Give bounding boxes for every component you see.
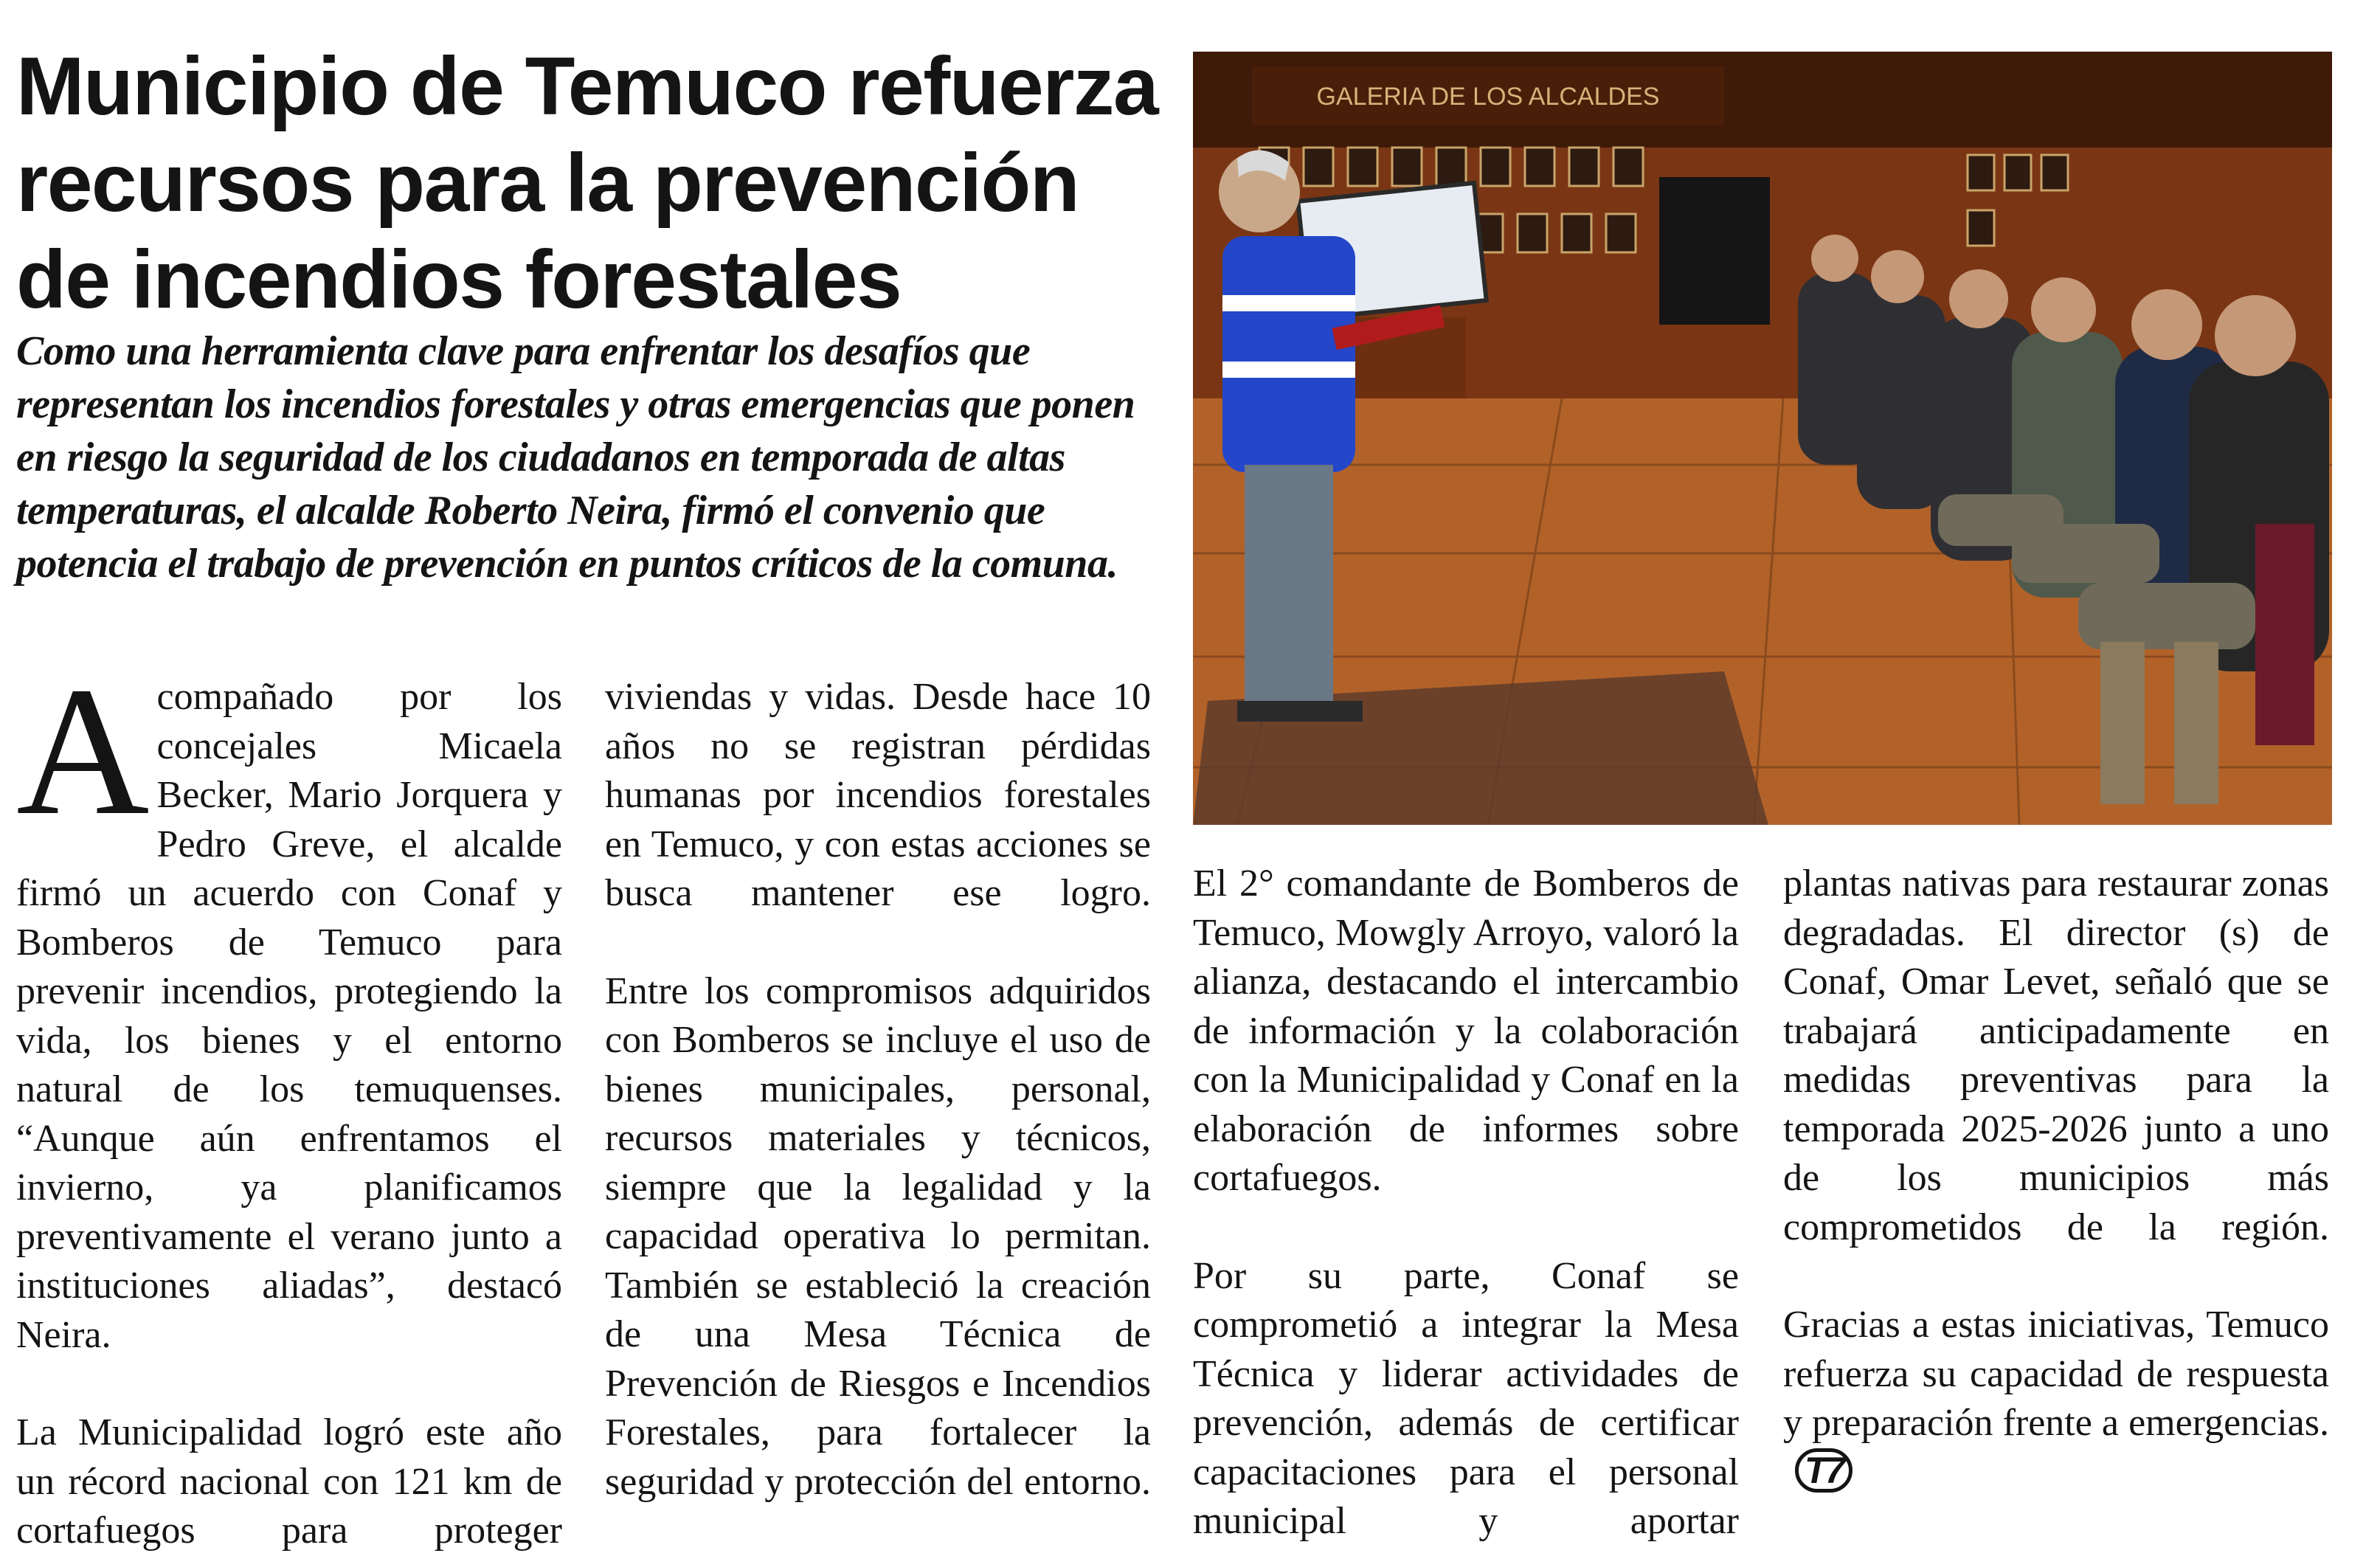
- column-2-paragraph-2: Entre los compromisos adquiridos con Bomberos se incluye el uso de bienes municipales, personal, recursos materiales y técnicos, siempre que la legalidad y la capacidad operativa lo permitan. También se estableció la creación de una Mesa Técnica de Prevención de Riesgos e Incendios Forestales, para fortalecer la seguridad y protección del entorno.: [605, 969, 1151, 1503]
- article-lead: Como una herramienta clave para enfrentar los desafíos que representan los incendios forestales y otras emergencias que ponen en riesgo la seguridad de los ciudadanos en temporada de altas temperaturas, el alcalde Roberto Neira, firmó el convenio que potencia el trabajo de prevención en puntos críticos de la comuna.: [16, 328, 1135, 587]
- column-2-paragraph-1: viviendas y vidas. Desde hace 10 años no se registran pérdidas humanas por incendios forestales en Temuco, y con estas acciones se busca mantener ese logro.: [605, 676, 1151, 914]
- article-headline: Municipio de Temuco refuerza recursos para la prevención de incendios forestales: [16, 41, 1158, 325]
- column-4-paragraph-2: Gracias a estas iniciativas, Temuco refuerza su capacidad de respuesta y preparación frente a emergencias.: [1783, 1304, 2329, 1444]
- column-1-paragraph-1: compañado por los concejales Micaela Becker, Mario Jorquera y Pedro Greve, el alcalde firmó un acuerdo con Conaf y Bomberos de Temuco para prevenir incendios, protegiendo la vida, los bienes y el entorno natural de los temuquenses. “Aunque aún enfrentamos el invierno, ya planificamos preventivamente el verano junto a instituciones aliadas”, destacó Neira.: [16, 676, 562, 1356]
- text-column-1: [16, 649, 562, 1556]
- article-photo: [1193, 52, 2332, 825]
- end-logo: T7: [1795, 1448, 1853, 1493]
- column-4-paragraph-1: plantas nativas para restaurar zonas degradadas. El director (s) de Conaf, Omar Levet, señaló que se trabajará anticipadamente en medidas preventivas para la temporada 2025-2026 junto a uno de los municipios más comprometidos de la región.: [1783, 862, 2329, 1248]
- text-column-3: [1193, 860, 1739, 1546]
- text-column-2: [605, 673, 1151, 1507]
- drop-cap: A: [16, 649, 150, 854]
- photo-wall-sign: GALERIA DE LOS ALCALDES: [1316, 83, 1660, 111]
- text-column-4: [1783, 860, 2329, 1498]
- column-3-paragraph-1: El 2° comandante de Bomberos de Temuco, Mowgly Arroyo, valoró la alianza, destacando el intercambio de información y la colaboración con la Municipalidad y Conaf en la elaboración de informes sobre cortafuegos.: [1193, 862, 1739, 1199]
- column-1-paragraph-2: La Municipalidad logró este año un récord nacional con 121 km de cortafuegos para proteger: [16, 1411, 562, 1552]
- column-3-paragraph-2: Por su parte, Conaf se comprometió a integrar la Mesa Técnica y liderar actividades de prevención, además de certificar capacitaciones para el personal municipal y aportar: [1193, 1254, 1739, 1542]
- meeting-room-photo: [1193, 52, 2332, 825]
